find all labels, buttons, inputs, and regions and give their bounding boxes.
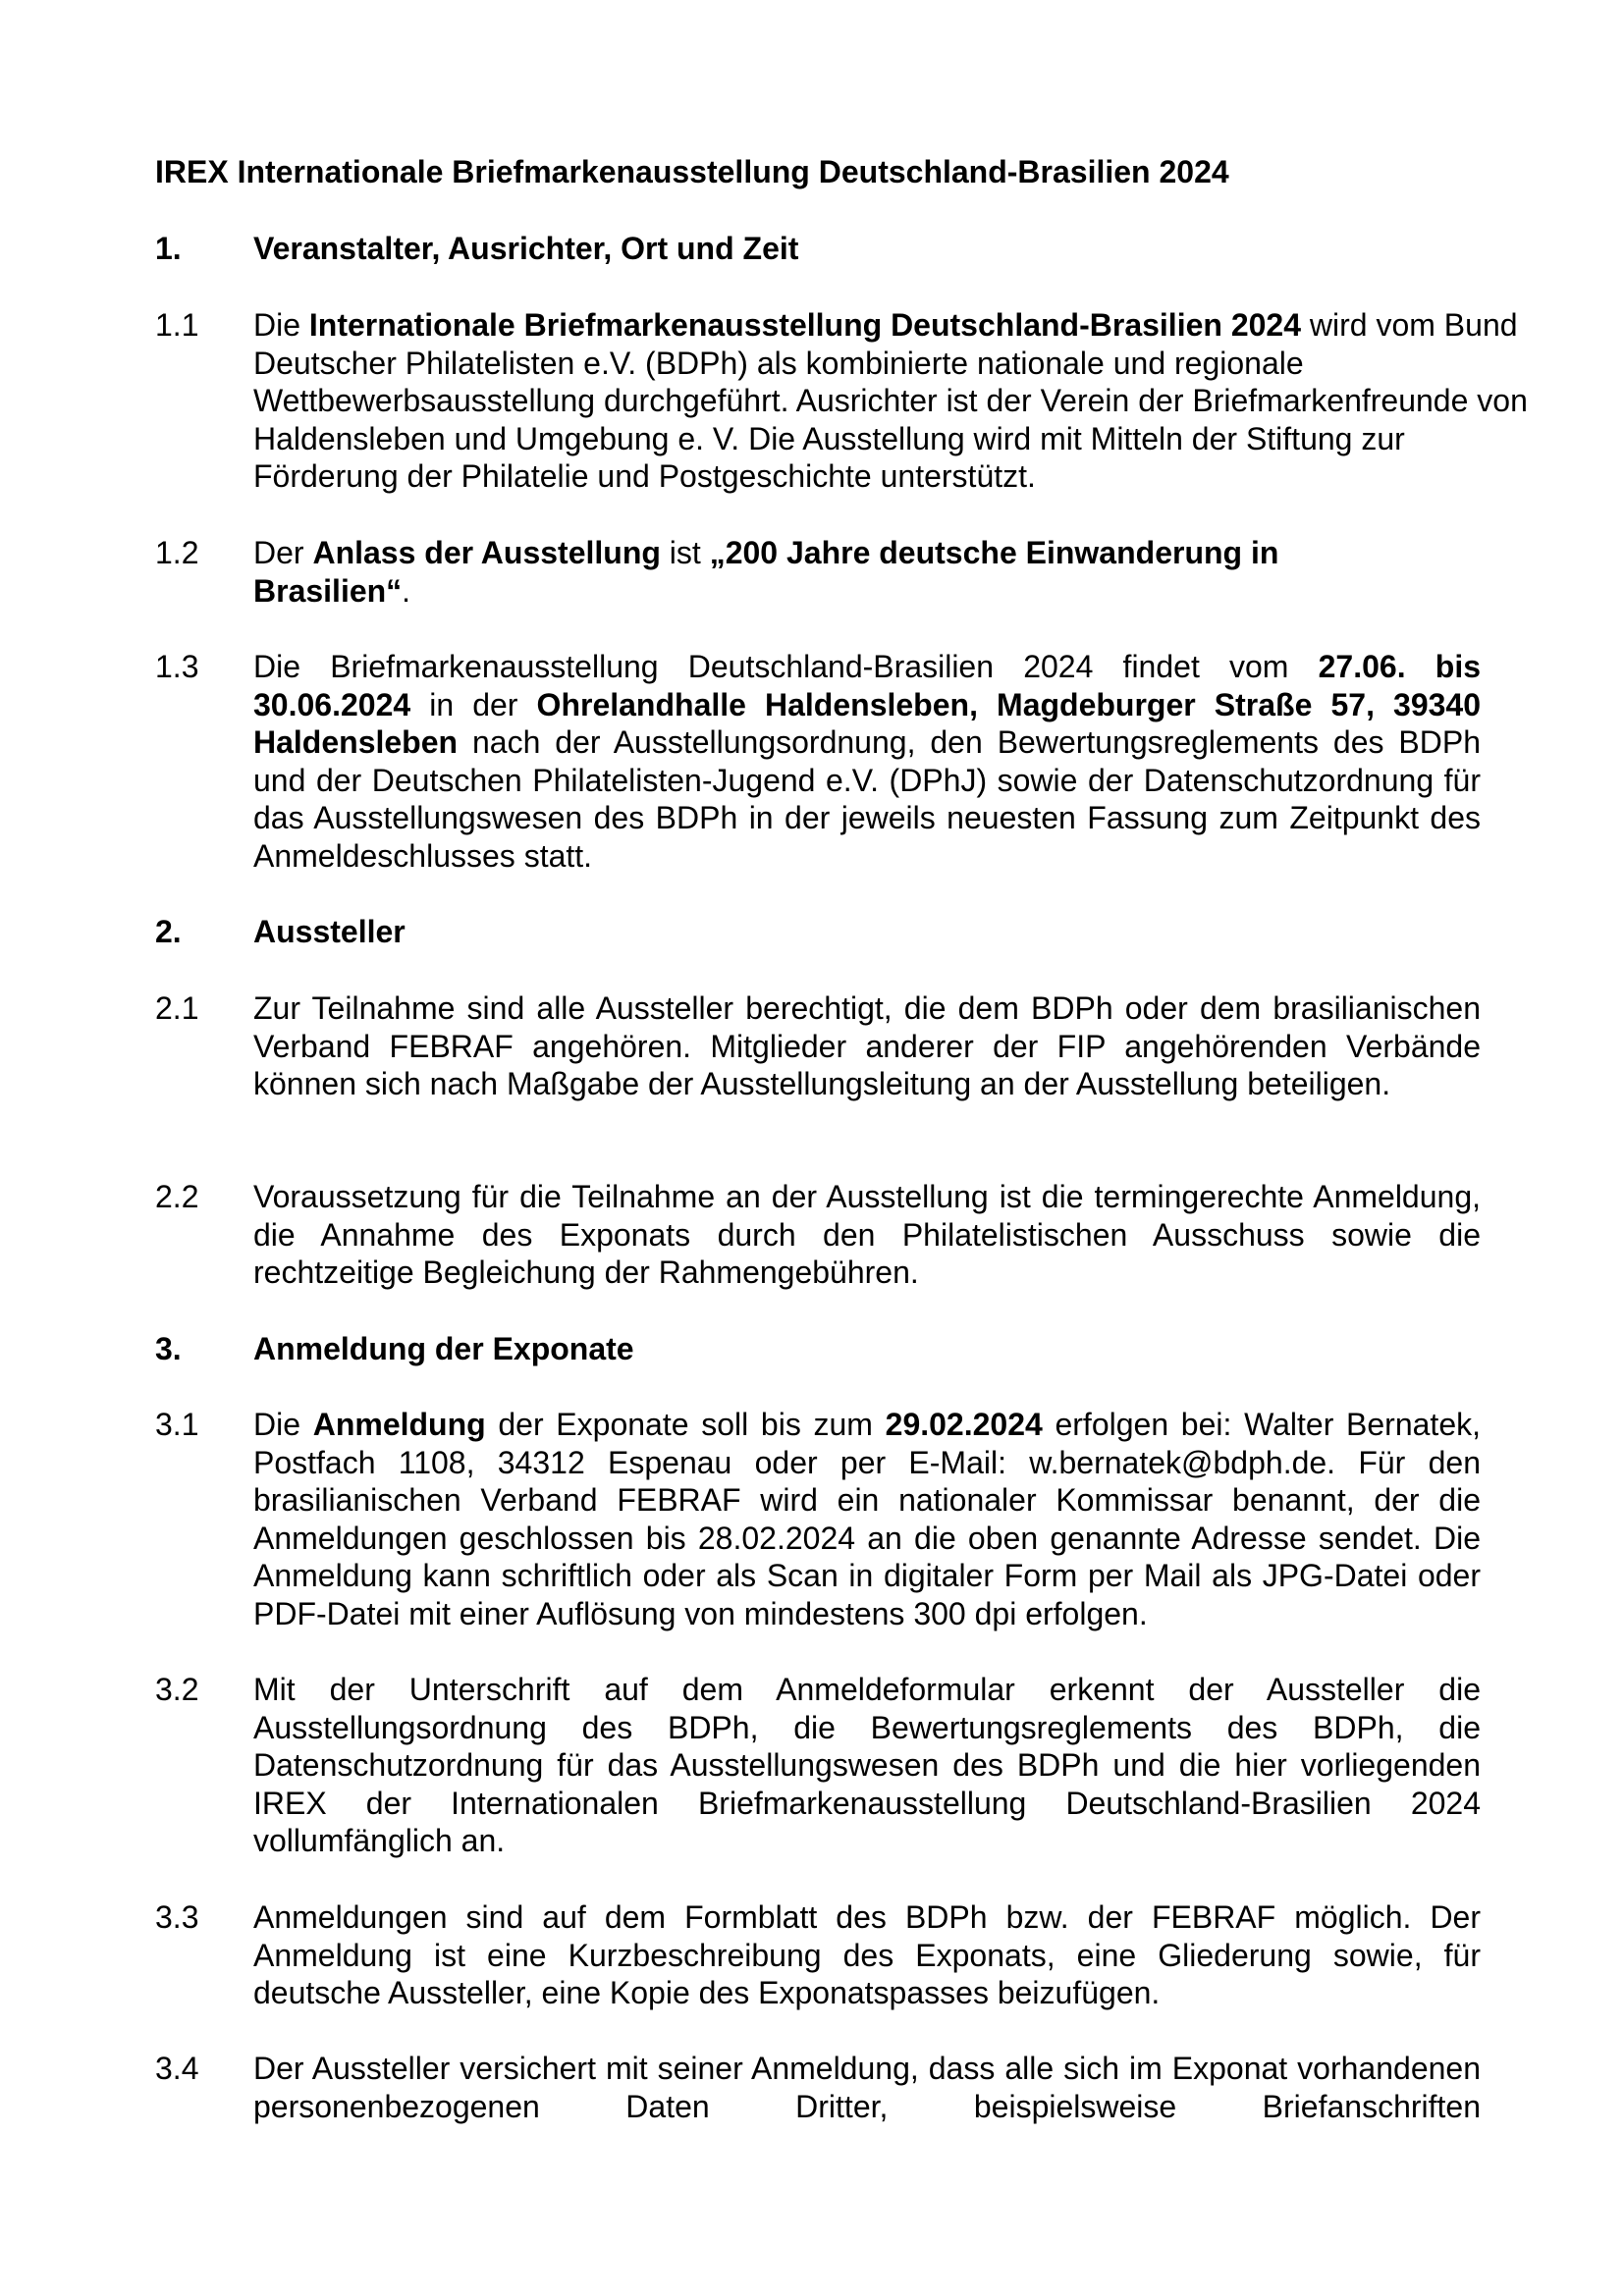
paragraph-text: Der Aussteller versichert mit seiner Anmeldung, dass alle sich im Exponat vorhandenen personenbezogenen Daten Dritter, beispielsweise Briefanschriften	[253, 2051, 1481, 2124]
bold-text-run: Anmeldung	[312, 1407, 486, 1442]
paragraph-text: Anmeldungen sind auf dem Formblatt des BDPh bzw. der FEBRAF möglich. Der Anmeldung ist eine Kurzbeschreibung des Exponats, eine Gliederung sowie, für deutsche Aussteller, eine Kopie des Exponatspasses beizufügen.	[253, 1899, 1481, 2010]
paragraph-text: Voraussetzung für die Teilnahme an der Ausstellung ist die termingerechte Anmeldung, die Annahme des Exponats durch den Philatelistischen Ausschuss sowie die rechtzeitige Begleichung der Rahmengebühren.	[253, 1179, 1481, 1290]
paragraph-number: 2.1	[155, 990, 199, 1026]
text-run: Die Briefmarkenausstellung Deutschland-Brasilien 2024 findet vom	[253, 649, 1319, 684]
paragraph-text: Mit der Unterschrift auf dem Anmeldeformular erkennt der Aussteller die Ausstellungsordnung des BDPh, die Bewertungsreglements des BDPh, die Datenschutzordnung für das Ausstellungswesen des BDPh und die hier vorliegenden IREX der Internationalen Briefmarkenausstellung Deutschland-Brasilien 2024 vollumfänglich an.	[253, 1672, 1481, 1858]
bold-text-run: Ohrelandhalle Haldensleben, Magdeburger Straße 57, 39340 Haldensleben	[253, 686, 1482, 760]
paragraph-text	[253, 1406, 1481, 1632]
text-run: wird vom Bund Deutscher Philatelisten e.V. (BDPh) als kombinierte nationale und regionale Wettbewerbsausstellung durchgeführt. Ausrichter ist der Verein der Briefmarkenfreunde von Haldensleben und Umgebung e. V. Die Ausstellung wird mit Mitteln der Stiftung zur Förderung der Philatelie und Postgeschichte unterstützt.	[253, 307, 1528, 494]
paragraph-number: 2.2	[155, 1179, 199, 1214]
section-number: 3.	[155, 1331, 182, 1366]
text-run: nach der Ausstellungsordnung, den Bewertungsreglements des BDPh und der Deutschen Philatelisten-Jugend e.V. (DPhJ) sowie der Datenschutzordnung für das Ausstellungswesen des BDPh in der jeweils neuesten Fassung zum Zeitpunkt des Anmeldeschlusses statt.	[253, 724, 1481, 874]
text-run: .	[402, 572, 411, 609]
text-run: Die	[253, 307, 309, 343]
section-number: 1.	[155, 231, 182, 266]
paragraph-number: 1.3	[155, 649, 199, 684]
text-run: ist	[660, 535, 710, 570]
paragraph-text	[253, 648, 1481, 875]
section-title: Veranstalter, Ausrichter, Ort und Zeit	[253, 231, 799, 266]
text-run: Die	[253, 1407, 313, 1442]
bold-text-run: Internationale Briefmarkenausstellung Deutschland-Brasilien 2024	[308, 307, 1301, 343]
text-run: erfolgen bei: Walter Bernatek, Postfach 1108, 34312 Espenau oder per E-Mail: w.bernatek@bdph.de. Für den brasilianischen Verband FEBRAF wird ein nationaler Kommissar benannt, der die Anmeldungen geschlossen bis 28.02.2024 an die oben genannte Adresse sendet. Die Anmeldung kann schriftlich oder als Scan in digitaler Form per Mail als JPG-Datei oder PDF-Datei mit einer Auflösung von mindestens 300 dpi erfolgen.	[253, 1407, 1482, 1631]
text-run: in der	[410, 686, 537, 722]
paragraph-number: 1.1	[155, 307, 199, 343]
bold-text-run: 29.02.2024	[885, 1407, 1043, 1442]
bold-text-run: „200 Jahre deutsche Einwanderung in Brasilien“	[253, 535, 1279, 609]
text-run: Der	[253, 535, 313, 570]
paragraph-text: Zur Teilnahme sind alle Aussteller berechtigt, die dem BDPh oder dem brasilianischen Verband FEBRAF angehören. Mitglieder anderer der FIP angehörenden Verbände können sich nach Maßgabe der Ausstellungsleitung an der Ausstellung beteiligen.	[253, 990, 1481, 1101]
paragraph-number: 3.2	[155, 1672, 199, 1707]
section-title: Aussteller	[253, 914, 406, 949]
document-title: IREX Internationale Briefmarkenausstellung Deutschland-Brasilien 2024	[155, 154, 1229, 189]
text-run: der Exponate soll bis zum	[485, 1407, 886, 1442]
paragraph-number: 1.2	[155, 535, 199, 570]
paragraph-number: 3.1	[155, 1407, 199, 1442]
bold-text-run: 27.06. bis 30.06.2024	[253, 649, 1481, 722]
section-number: 2.	[155, 914, 182, 949]
paragraph-number: 3.4	[155, 2051, 199, 2086]
bold-text-run: Anlass der Ausstellung	[312, 535, 661, 570]
paragraph-text	[253, 534, 1392, 610]
section-title: Anmeldung der Exponate	[253, 1331, 634, 1366]
paragraph-number: 3.3	[155, 1899, 199, 1935]
paragraph-text	[253, 306, 1530, 496]
